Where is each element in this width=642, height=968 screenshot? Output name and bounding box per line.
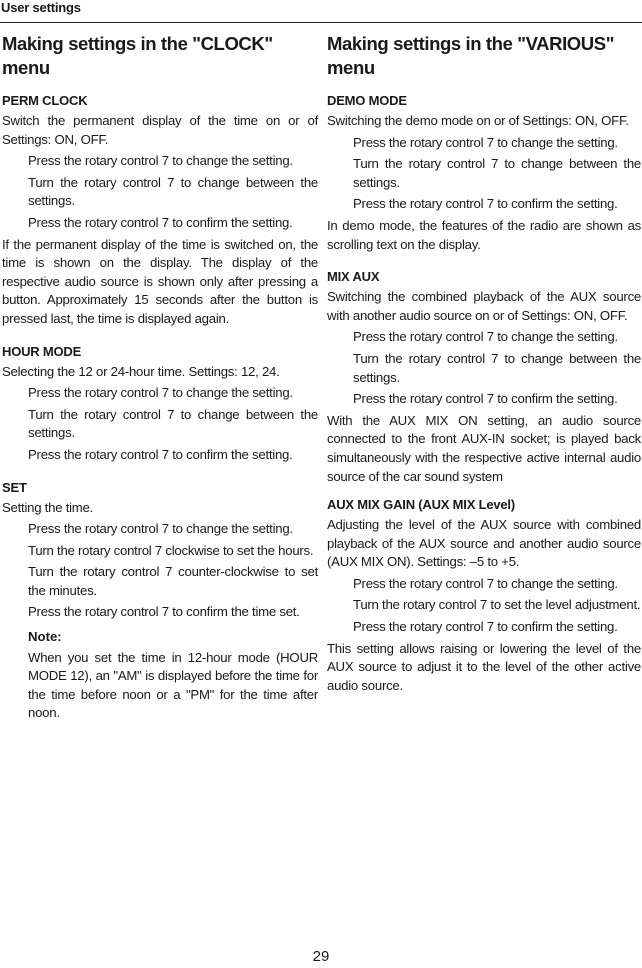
mix-aux-step-2: Turn the rotary control 7 to change between the settings. (353, 350, 641, 385)
hour-mode-step-3: Press the rotary control 7 to confirm the setting. (28, 446, 293, 462)
set-intro: Setting the time. (2, 499, 94, 515)
mix-aux-body: With the AUX MIX ON setting, an audio source connected to the front AUX-IN socket; is played back simultaneously with the respective active internal audio source of the car sound system (327, 412, 641, 484)
clock-menu-heading: Making settings in the "CLOCK" menu (2, 33, 273, 78)
aux-mix-gain-step-1: Press the rotary control 7 to change the setting. (353, 575, 618, 591)
aux-mix-gain-step-2: Turn the rotary control 7 to set the level adjustment. (353, 597, 641, 613)
hour-mode-step-1: Press the rotary control 7 to change the setting. (28, 385, 293, 401)
hour-mode-title: HOUR MODE (2, 343, 82, 359)
demo-mode-step-1: Press the rotary control 7 to change the setting. (353, 134, 618, 150)
mix-aux-step-3: Press the rotary control 7 to confirm the setting. (353, 391, 618, 407)
page-header (0, 0, 642, 23)
set-title: SET (2, 479, 27, 495)
note-label: Note: (28, 629, 62, 645)
left-column (2, 32, 318, 723)
aux-mix-gain-intro: Adjusting the level of the AUX source with combined playback of the AUX source and another audio source (AUX MIX ON). Settings: –5 to +5. (327, 517, 641, 570)
perm-clock-step-1: Press the rotary control 7 to change the setting. (28, 153, 293, 169)
perm-clock-step-3: Press the rotary control 7 to confirm the setting. (28, 214, 293, 230)
perm-clock-body: If the permanent display of the time is switched on, the time is shown on the display. The display of the respective audio source is shown only after pressing a button. Approximately 15 seconds after the button is pressed last, the time is displayed again. (2, 236, 318, 326)
mix-aux-step-1: Press the rotary control 7 to change the setting. (353, 329, 618, 345)
set-step-2: Turn the rotary control 7 clockwise to set the hours. (28, 542, 314, 558)
aux-mix-gain-title: AUX MIX GAIN (AUX MIX Level) (327, 497, 515, 513)
demo-mode-title: DEMO MODE (327, 93, 407, 108)
hour-mode-intro: Selecting the 12 or 24-hour time. Settings: 12, 24. (2, 363, 280, 379)
header-title: User settings (1, 0, 81, 15)
set-step-3: Turn the rotary control 7 counter-clockwise to set the minutes. (28, 564, 318, 598)
right-column (327, 32, 641, 695)
demo-mode-intro: Switching the demo mode on or of Settings: ON, OFF. (327, 113, 629, 128)
perm-clock-step-2: Turn the rotary control 7 to change between the settings. (28, 174, 318, 209)
demo-mode-step-3: Press the rotary control 7 to confirm the setting. (353, 196, 618, 212)
various-menu-heading: Making settings in the "VARIOUS" menu (327, 33, 615, 78)
demo-mode-body: In demo mode, the features of the radio are shown as scrolling text on the display. (327, 217, 641, 252)
set-step-1: Press the rotary control 7 to change the setting. (28, 521, 293, 537)
demo-mode-step-2: Turn the rotary control 7 to change between the settings. (353, 156, 641, 190)
perm-clock-intro: Switch the permanent display of the time on or of Settings: ON, OFF. (2, 113, 318, 147)
aux-mix-gain-body: This setting allows raising or lowering the level of the AUX source to adjust it to the level of the other active audio source. (327, 640, 641, 693)
perm-clock-title: PERM CLOCK (2, 93, 88, 108)
set-step-4: Press the rotary control 7 to confirm the time set. (28, 604, 300, 620)
mix-aux-title: MIX AUX (327, 269, 380, 285)
mix-aux-intro: Switching the combined playback of the AUX source with another audio source on or of Settings: ON, OFF. (327, 289, 641, 323)
page-number: 29 (312, 948, 330, 965)
note-text: When you set the time in 12-hour mode (HOUR MODE 12), an "AM" is displayed before the time for the time before noon or a "PM" for the time after noon. (28, 649, 318, 721)
hour-mode-step-2: Turn the rotary control 7 to change between the settings. (28, 406, 318, 441)
aux-mix-gain-step-3: Press the rotary control 7 to confirm the setting. (353, 619, 618, 635)
